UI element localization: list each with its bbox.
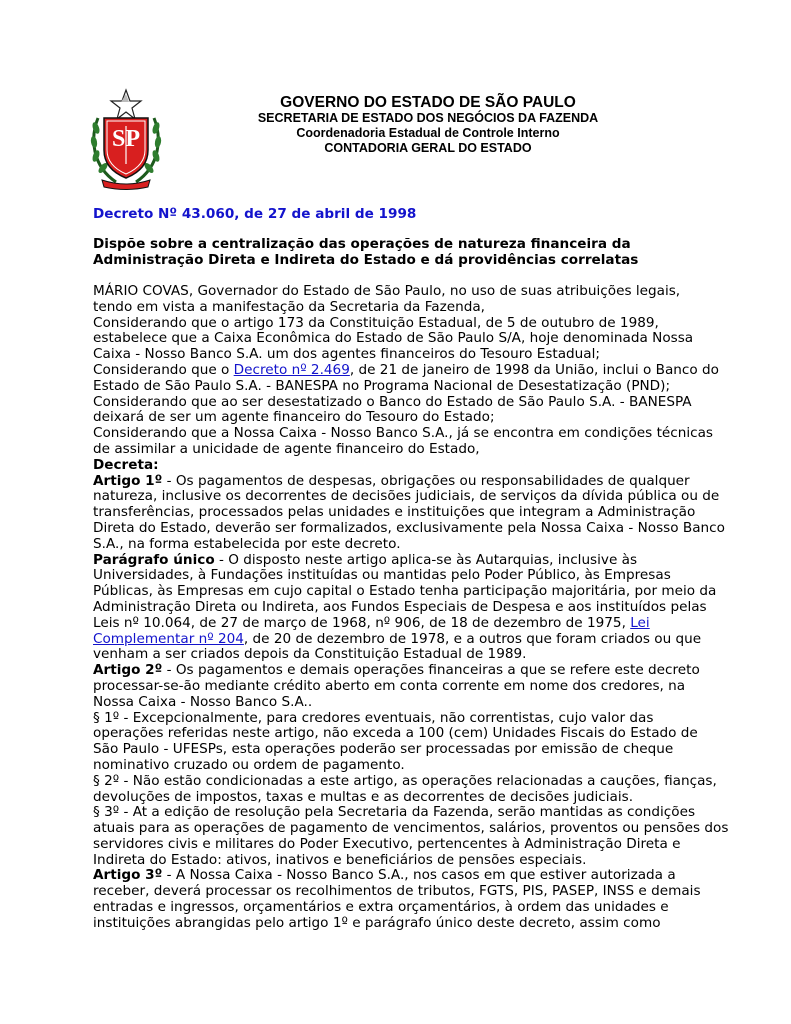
- document-header: [168, 94, 688, 156]
- secretaria-name: SECRETARIA DE ESTADO DOS NEGÓCIOS DA FAZENDA: [257, 111, 599, 125]
- contadoria-name: CONTADORIA GERAL DO ESTADO: [324, 141, 532, 155]
- body-line: [93, 458, 713, 474]
- body-line: nominativo cruzado ou ordem de pagamento.: [93, 756, 405, 773]
- body-line: [93, 663, 713, 679]
- body-line: Considerando que ao ser desestatizado o Banco do Estado de São Paulo S.A. - BANESPA: [93, 393, 692, 410]
- body-line: entradas e ingressos, orçamentários e extra orçamentários, à ordem das unidades e: [93, 899, 669, 916]
- body-line: atuais para as operações de pagamento de vencimentos, salários, proventos ou pensões dos: [93, 820, 729, 837]
- body-line: transferências, processados pelas unidades e instituições que integram a Administração: [93, 504, 696, 521]
- body-line: tendo em vista a manifestação da Secretaria da Fazenda,: [93, 298, 485, 315]
- body-line: deixará de ser um agente financeiro do Tesouro do Estado;: [93, 409, 495, 426]
- decree-body: [93, 283, 729, 932]
- body-line: instituições abrangidas pelo artigo 1º e parágrafo único deste decreto, assim como: [93, 914, 661, 931]
- body-line: Considerando que o artigo 173 da Constituição Estadual, de 5 de outubro de 1989,: [93, 314, 659, 331]
- body-line: São Paulo - UFESPs, esta operações poderão ser processadas por emissão de cheque: [93, 741, 674, 758]
- body-line: S.A., na forma estabelecida por este decreto.: [93, 535, 401, 552]
- body-line: operações referidas neste artigo, não exceda a 100 (cem) Unidades Fiscais do Estado de: [93, 725, 698, 742]
- body-line: venham a ser criados depois da Constituição Estadual de 1989.: [93, 646, 527, 663]
- decreto-2469-link[interactable]: Decreto nº 2.469: [233, 361, 350, 378]
- body-text: , de 20 de dezembro de 1978, e a outros que foram criados ou que: [243, 630, 702, 647]
- sao-paulo-coat-of-arms-logo: [88, 88, 164, 190]
- body-text: - O disposto neste artigo aplica-se às Autarquias, inclusive às: [214, 551, 638, 568]
- body-text: Considerando que o: [93, 361, 234, 378]
- body-line: Estado de São Paulo S.A. - BANESPA no Programa Nacional de Desestatização (PND);: [93, 377, 671, 394]
- summary-line: Administração Direta e Indireta do Estado e dá providências correlatas: [93, 252, 639, 268]
- body-text: - A Nossa Caixa - Nosso Banco S.A., nos casos em que estiver autorizada a: [162, 867, 676, 884]
- body-line: Considerando que a Nossa Caixa - Nosso Banco S.A., já se encontra em condições técnicas: [93, 425, 714, 442]
- body-text: Leis nº 10.064, de 27 de março de 1968, nº 906, de 18 de dezembro de 1975,: [93, 614, 631, 631]
- body-line: Nossa Caixa - Nosso Banco S.A..: [93, 693, 313, 710]
- body-line: § 3º - At a edição de resolução pela Secretaria da Fazenda, serão mantidas as condições: [93, 804, 696, 821]
- body-text: - Os pagamentos e demais operações financeiras a que se refere este decreto: [162, 662, 700, 679]
- decree-title: Decreto Nº 43.060, de 27 de abril de 1998: [93, 206, 417, 222]
- body-line: Universidades, à Fundações instituídas ou mantidas pelo Poder Público, às Empresas: [93, 567, 671, 584]
- coordenadoria-name: Coordenadoria Estadual de Controle Interno: [296, 126, 560, 140]
- body-line: Caixa - Nosso Banco S.A. um dos agentes financeiros do Tesouro Estadual;: [93, 346, 600, 363]
- body-line: Indireta do Estado: ativos, inativos e beneficiários de pensões especiais.: [93, 851, 587, 868]
- body-line: § 1º - Excepcionalmente, para credores eventuais, não correntistas, cujo valor das: [93, 709, 654, 726]
- body-line: [93, 632, 713, 648]
- body-line: [93, 474, 713, 490]
- body-line: estabelece que a Caixa Econômica do Estado de São Paulo S/A, hoje denominada Nossa: [93, 330, 694, 347]
- body-line: Direta do Estado, deverão ser formalizados, exclusivamente pela Nossa Caixa - Nosso Banco: [93, 519, 725, 536]
- body-line: § 2º - Não estão condicionadas a este artigo, as operações relacionadas a cauções, fianças,: [93, 772, 717, 789]
- body-line: processar-se-ão mediante crédito aberto em conta corrente em nome dos credores, na: [93, 677, 686, 694]
- body-line: MÁRIO COVAS, Governador do Estado de São Paulo, no uso de suas atribuições legais,: [93, 283, 681, 299]
- government-title: GOVERNO DO ESTADO DE SÃO PAULO: [280, 94, 576, 111]
- lei-complementar-204-link[interactable]: Lei: [630, 614, 650, 631]
- body-line: Administração Direta ou Indireta, aos Fundos Especiais de Despesa e aos instituídos pelas: [93, 598, 707, 615]
- body-text: , de 21 de janeiro de 1998 da União, inclui o Banco do: [349, 361, 719, 378]
- logo-letters: SP: [111, 126, 141, 152]
- summary-line: Dispõe sobre a centralização das operações de natureza financeira da: [93, 236, 631, 252]
- artigo-3-label: Artigo 3º: [93, 867, 163, 884]
- paragrafo-unico-label: Parágrafo único: [93, 551, 215, 568]
- body-line: devoluções de impostos, taxas e multas e as decorrentes de decisões judiciais.: [93, 788, 634, 805]
- artigo-2-label: Artigo 2º: [93, 662, 163, 679]
- body-line: natureza, inclusive os decorrentes de decisões judiciais, de serviços da dívida pública ou de: [93, 488, 720, 505]
- body-line: [93, 553, 713, 569]
- decree-summary: [93, 236, 713, 268]
- body-text: - Os pagamentos de despesas, obrigações ou responsabilidades de qualquer: [162, 472, 690, 489]
- body-line: [93, 868, 713, 884]
- body-line: servidores civis e militares do Poder Executivo, pertencentes à Administração Direta e: [93, 835, 681, 852]
- body-line: receber, deverá processar os recolhimentos de tributos, FGTS, PIS, PASEP, INSS e demais: [93, 883, 701, 900]
- body-line: [93, 361, 719, 379]
- body-line: Públicas, às Empresas em cujo capital o Estado tenha participação majoritária, por meio da: [93, 583, 717, 600]
- body-line: de assimilar a unicidade de agente financeiro do Estado,: [93, 440, 480, 457]
- body-line: [93, 616, 713, 632]
- decreta-heading: Decreta:: [93, 456, 159, 473]
- artigo-1-label: Artigo 1º: [93, 472, 163, 489]
- lei-complementar-204-link-cont[interactable]: Complementar nº 204: [93, 630, 244, 647]
